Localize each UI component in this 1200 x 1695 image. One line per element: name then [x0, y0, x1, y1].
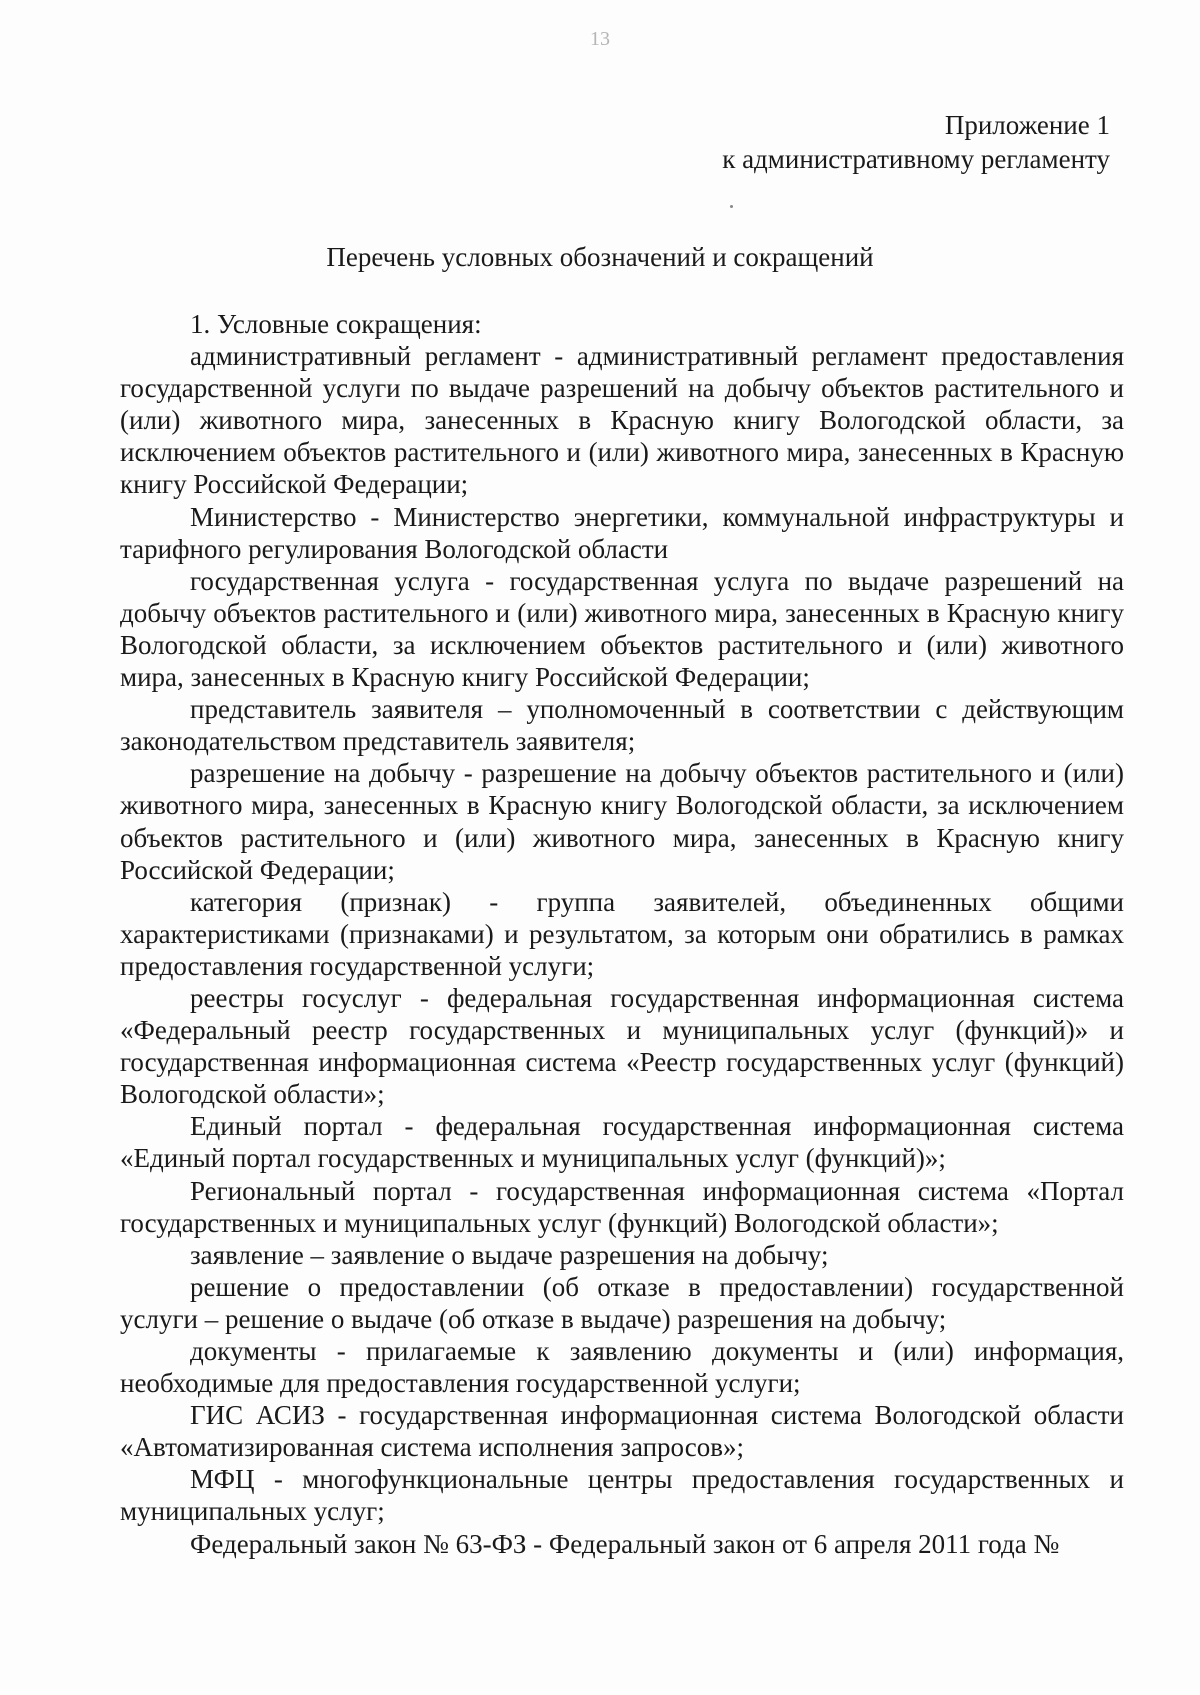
definition-paragraph: Федеральный закон № 63-ФЗ - Федеральный закон от 6 апреля 2011 года № [190, 1528, 1060, 1559]
definition-paragraph: Министерство - Министерство энергетики, коммунальной инфраструктуры и тарифного регулирования Вологодской области [120, 501, 1124, 564]
definition-paragraph: МФЦ - многофункциональные центры предоставления государственных и муниципальных услуг; [120, 1464, 1124, 1527]
scan-speck [730, 205, 733, 208]
appendix-header [722, 108, 1110, 176]
definition-paragraph: решение о предоставлении (об отказе в предоставлении) государственной услуги – решение о выдаче (об отказе в выдаче) разрешения на добычу; [120, 1271, 1124, 1334]
definition-paragraph: категория (признак) - группа заявителей, объединенных общими характеристиками (признаками) и результатом, за которым они обратились в рамках предоставления государственной услуги; [120, 886, 1124, 981]
document-title: Перечень условных обозначений и сокращений [326, 242, 874, 272]
appendix-line-1: Приложение 1 [944, 110, 1110, 140]
definition-paragraph: представитель заявителя – уполномоченный в соответствии с действующим законодательством представитель заявителя; [120, 694, 1124, 757]
appendix-line-2: к административному регламенту [722, 144, 1110, 174]
definition-paragraph: документы - прилагаемые к заявлению документы и (или) информация, необходимые для предоставления государственной услуги; [120, 1336, 1124, 1399]
definition-paragraph: ГИС АСИЗ - государственная информационная система Вологодской области «Автоматизированная система исполнения запросов»; [120, 1400, 1124, 1463]
definition-paragraph: административный регламент - административный регламент предоставления государственной услуги по выдаче разрешений на добычу объектов растительного и (или) животного мира, занесенных в Красную книгу Вологодской области, за исключением объектов растительного и (или) животного мира, занесенных в Красную книгу Российской Федерации; [120, 341, 1124, 500]
definition-paragraph: заявление – заявление о выдаче разрешения на добычу; [190, 1239, 829, 1270]
definition-paragraph: разрешение на добычу - разрешение на добычу объектов растительного и (или) животного мира, занесенных в Красную книгу Вологодской области, за исключением объектов растительного и (или) животного мира, занесенных в Красную книгу Российской Федерации; [120, 758, 1124, 885]
definition-paragraph: Региональный портал - государственная информационная система «Портал государственных и муниципальных услуг (функций) Вологодской области»; [120, 1175, 1124, 1238]
definition-paragraph: Единый портал - федеральная государственная информационная система «Единый портал государственных и муниципальных услуг (функций)»; [120, 1111, 1124, 1174]
definition-paragraph: государственная услуга - государственная услуга по выдаче разрешений на добычу объектов растительного и (или) животного мира, занесенных в Красную книгу Вологодской области, за исключением объектов растительного и (или) животного мира, занесенных в Красную книгу Российской Федерации; [120, 565, 1124, 693]
definition-paragraph: реестры госуслуг - федеральная государственная информационная система «Федеральный реестр государственных и муниципальных услуг (функций)» и государственная информационная система «Реестр государственных услуг (функций) Вологодской области»; [120, 982, 1124, 1110]
page-number: 13 [590, 28, 610, 50]
document-body [120, 308, 1124, 1560]
section-heading: 1. Условные сокращения: [190, 309, 482, 339]
